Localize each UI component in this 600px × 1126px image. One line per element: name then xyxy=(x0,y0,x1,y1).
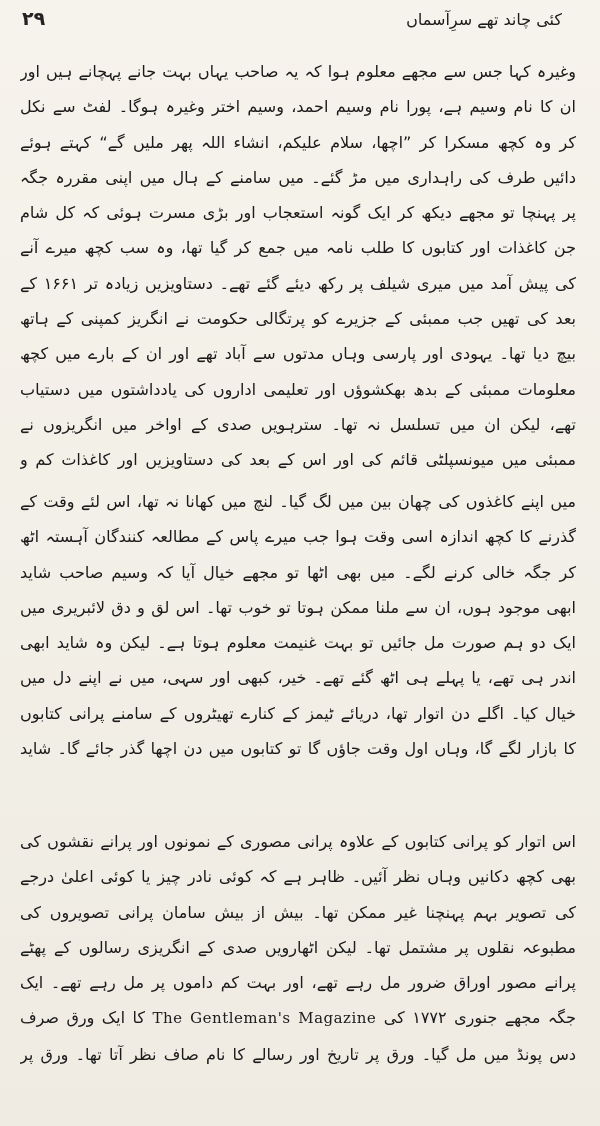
page-header xyxy=(0,0,600,46)
body-text xyxy=(20,54,576,1069)
running-title: کئی چاند تھے سرِآسماں xyxy=(406,10,562,29)
paragraph-2: میں اپنے کاغذوں کی چھان بین میں لگ گیا۔ لنچ میں کھانا نہ تھا، اس لئے وقت کے گذرنے کا کچھ اندازہ اسی وقت ہوا جب میرے پاس کے مطالعہ کنندگان آہستہ اٹھ کر جگہ خالی کرنے لگے۔ میں بھی اٹھا تو مجھے خیال آیا کہ وسیم صاحب شاید ابھی موجود ہوں، ان سے ملنا ممکن ہوتا تو خوب تھا۔ اس لق و دق لائبریری میں ایک دو ہم صورت مل جائیں تو بہت غنیمت معلوم ہوتا ہے۔ لیکن وہ شاید ابھی اندر ہی تھے، یا پہلے ہی اٹھ گئے تھے۔ خیر، کبھی اور سہی، میں نے اپنے دل میں خیال کیا۔ اگلے دن اتوار تھا، دریائے ٹیمز کے کنارے تھیٹروں کے سامنے پرانی کتابوں کا بازار لگے گا، وہاں اول وقت جاؤں گا تو کتابوں میں دن اچھا گذر جائے گا۔ شاید xyxy=(20,492,576,759)
page-number: ۲۹ xyxy=(22,8,46,30)
paragraph-1: وغیرہ کہا جس سے مجھے معلوم ہوا کہ یہ صاحب یہاں بہت جانے پہچانے ہیں اور ان کا نام وسیم ہے، پورا نام وسیم احمد، وسیم اختر وغیرہ ہوگا۔ لفٹ سے نکل کر وہ کچھ مسکرا کر ”اچھا، سلام علیکم، انشاء اللہ پھر ملیں گے“ کہتے ہوئے دائیں طرف کی راہداری میں مڑ گئے۔ میں سامنے کے ہال میں اپنی مقررہ جگہ پر پہنچا تو مجھے دیکھ کر ایک گونہ استعجاب اور بڑی مسرت ہوئی کہ کل شام جن کاغذات اور کتابوں کا طلب نامہ میں جمع کر گیا تھا، وہ سب کچھ میرے آنے کی پیش آمد میں میری شیلف پر رکھ دیئے گئے تھے۔ دستاویزیں زیادہ تر ۱۶۶۱ کے بعد کی تھیں جب ممبئی کے جزیرے کو پرتگالی حکومت نے انگریز کمپنی کے ہاتھ بیچ دیا تھا۔ یہودی اور پارسی وہاں مدتوں سے آباد تھے اور ان کے بارے میں کچھ معلومات ممبئی کے بدھ بھکشوؤں اور تعلیمی اداروں کی یادداشتوں میں دستیاب تھے، لیکن ان میں تسلسل نہ تھا۔ سترہویں صدی کے اواخر میں انگریزوں نے ممبئی میں میونسپلٹی قائم کی اور اس کے بعد کی دستاویزیں اور کاغذات کم و xyxy=(20,62,576,470)
magazine-title: The Gentleman's Magazine xyxy=(152,1009,377,1028)
paragraph-3-text-before: اس اتوار کو پرانی کتابوں کے علاوہ پرانی مصوری کے نمونوں اور پرانے نقشوں کی بھی کچھ دکانیں وہاں نظر آئیں۔ ظاہر ہے کہ کوئی نادر چیز یا کوئی اعلیٰ درجے کی تصویر بہم پہنچنا غیر ممکن تھا۔ بیش از بیش سامان پرانی تصویروں کی مطبوعہ نقلوں پر مشتمل تھا۔ لیکن اٹھارویں صدی کے انگریزی رسالوں کے پھٹے پرانے مصور اوراق ضرور مل رہے تھے، اور بہت کم داموں پر مل رہے تھے۔ ایک جگہ مجھے جنوری ۱۷۷۲ کی xyxy=(20,832,576,1028)
paragraph-3-text-after: کا ایک ورق صرف دس پونڈ میں مل گیا۔ ورق پر تاریخ اور رسالے کا نام صاف نظر آتا تھا۔ ورق پر xyxy=(20,1008,576,1064)
paragraph-3 xyxy=(20,824,576,1069)
